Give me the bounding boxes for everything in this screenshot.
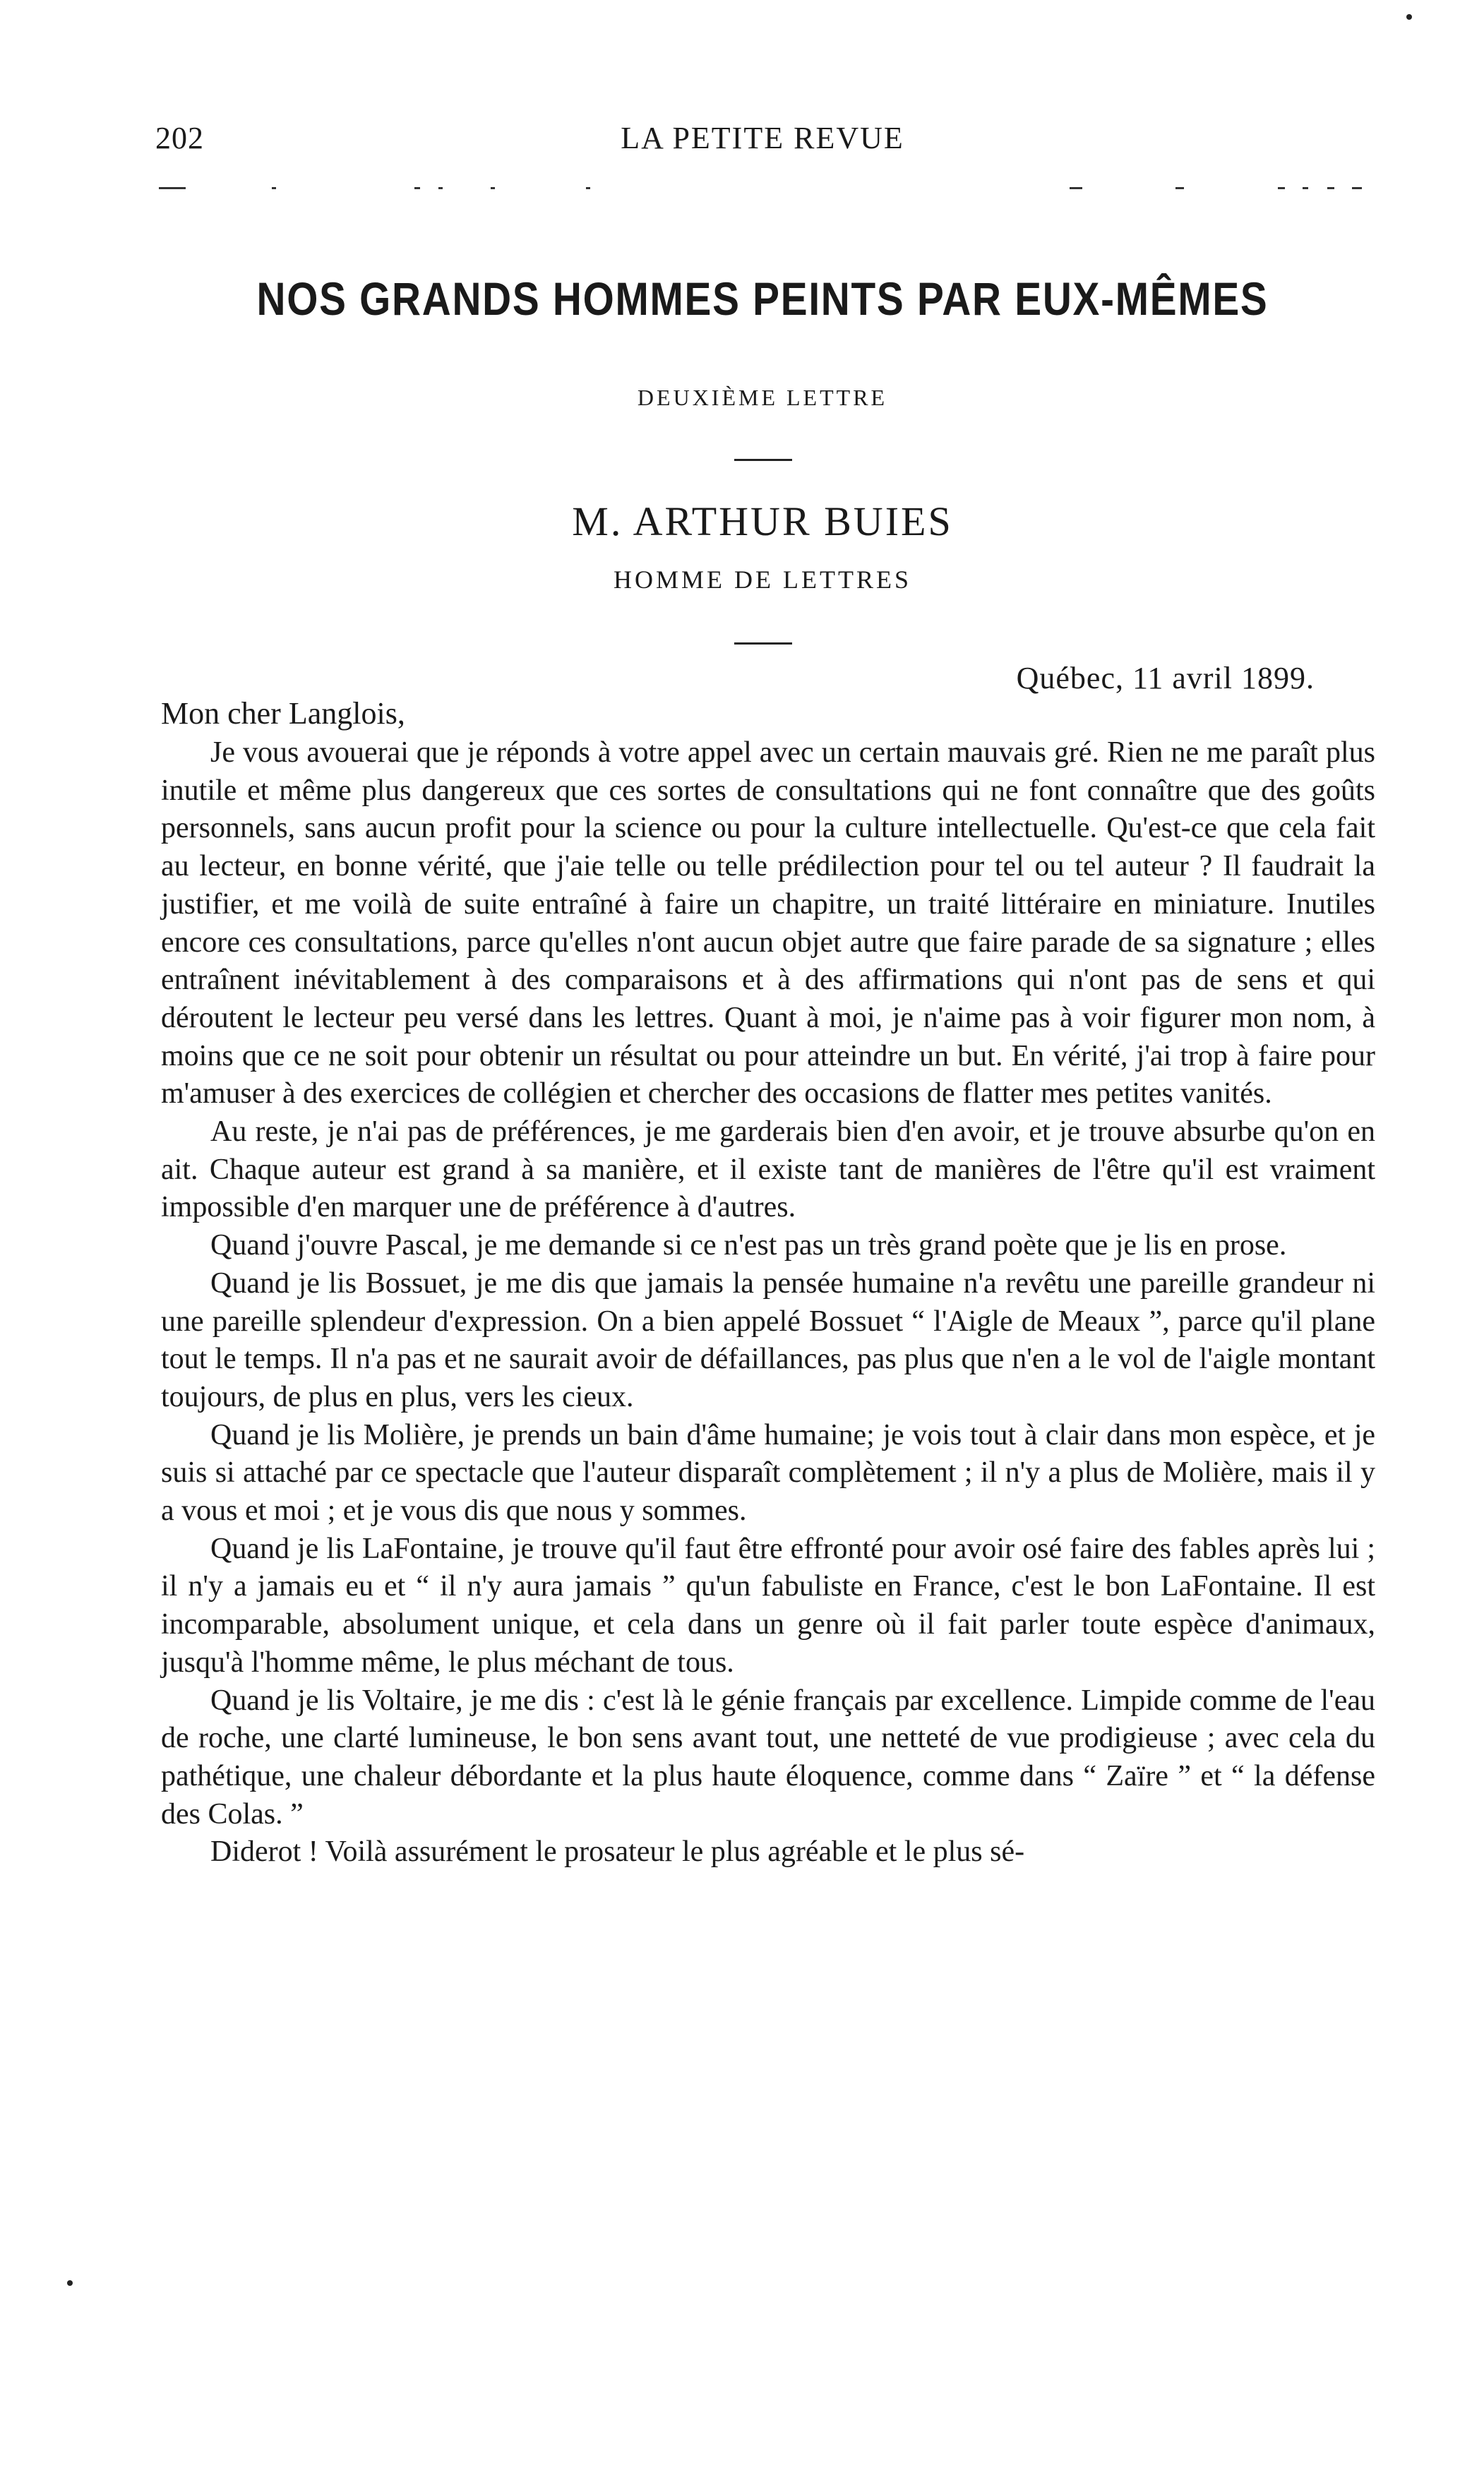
paragraph: Quand je lis Bossuet, je me dis que jamais la pensée humaine n'a revêtu une pareille grandeur ni une pareille splendeur d'expression. On a bien appelé Bossuet “ l'Aigle de Meaux ”, parce qu'il plane tout le temps. Il n'a pas et ne saurait avoir de défaillances, pas plus que n'en a le vol de l'aigle montant toujours, de plus en plus, vers les cieux.	[161, 1266, 1375, 1413]
author-rule	[734, 642, 792, 645]
journal-name: LA PETITE REVUE	[621, 121, 904, 155]
article-title: NOS GRANDS HOMMES PEINTS PAR EUX-MÊMES	[256, 272, 1269, 325]
paragraph: Au reste, je n'ai pas de préférences, je me garderais bien d'en avoir, et je trouve absurbe qu'on en ait. Chaque auteur est grand à sa manière, et il existe tant de manières de l'être qu'il est vraiment impossible d'en marquer une de préférence à d'autres.	[161, 1115, 1375, 1224]
author-role: HOMME DE LETTRES	[614, 565, 911, 594]
running-header	[155, 120, 1370, 162]
letter-body	[161, 734, 1375, 1871]
dateline: Québec, 11 avril 1899.	[1016, 661, 1315, 695]
header-divider-speckles	[159, 187, 1366, 196]
title-rule	[734, 459, 792, 461]
letter-number: DEUXIÈME LETTRE	[637, 385, 888, 410]
paragraph: Quand j'ouvre Pascal, je me demande si ce n'est pas un très grand poète que je lis en prose.	[210, 1229, 1287, 1262]
paragraph: Je vous avouerai que je réponds à votre appel avec un certain mauvais gré. Rien ne me paraît plus inutile et même plus dangereux que ces sortes de consultations qui ne font connaître que des goûts personnels, sans aucun profit pour la science ou pour la culture intellectuelle. Qu'est-ce que cela fait au lecteur, en bonne vérité, que j'aie telle ou telle prédilection pour tel ou tel auteur ? Il faudrait la justifier, et me voilà de suite entraîné à faire un chapitre, un traité littéraire en miniature. Inutiles encore ces consultations, parce qu'elles n'ont aucun objet autre que faire parade de sa signature ; elles entraînent inévitablement à des comparaisons et à des affirmations qui n'ont pas de sens et qui déroutent le lecteur peu versé dans les lettres. Quant à moi, je n'aime pas à voir figurer mon nom, à moins que ce ne soit pour obtenir un résultat ou pour atteindre un but. En vérité, j'ai trop à faire pour m'amuser à des exercices de collégien et chercher des occasions de flatter mes petites vanités.	[161, 736, 1375, 1110]
page-number: 202	[155, 121, 204, 155]
paragraph: Quand je lis Voltaire, je me dis : c'est là le génie français par excellence. Limpide comme de l'eau de roche, une clarté lumineuse, le bon sens avant tout, une netteté de vue prodigieuse ; avec cela du pathétique, une chaleur débordante et la plus haute éloquence, comme dans “ Zaïre ” et “ la défense des Colas. ”	[161, 1684, 1375, 1831]
paragraph: Quand je lis Molière, je prends un bain d'âme humaine; je vois tout à clair dans mon espèce, et je suis si attaché par ce spectacle que l'auteur disparaît complètement ; il n'y a plus de Molière, mais il y a vous et moi ; et je vous dis que nous y sommes.	[161, 1418, 1375, 1528]
paragraph: Quand je lis LaFontaine, je trouve qu'il faut être effronté pour avoir osé faire des fables après lui ; il n'y a jamais eu et “ il n'y aura jamais ” qu'un fabuliste en France, c'est le bon LaFontaine. Il est incomparable, absolument unique, et cela dans un genre où il fait parler toute espèce d'animaux, jusqu'à l'homme même, le plus méchant de tous.	[161, 1532, 1375, 1679]
margin-speck	[1406, 14, 1412, 20]
author-name: M. ARTHUR BUIES	[572, 498, 953, 544]
margin-speck	[67, 2280, 73, 2286]
paragraph: Diderot ! Voilà assurément le prosateur le plus agréable et le plus sé-	[210, 1835, 1025, 1869]
salutation: Mon cher Langlois,	[161, 696, 405, 731]
